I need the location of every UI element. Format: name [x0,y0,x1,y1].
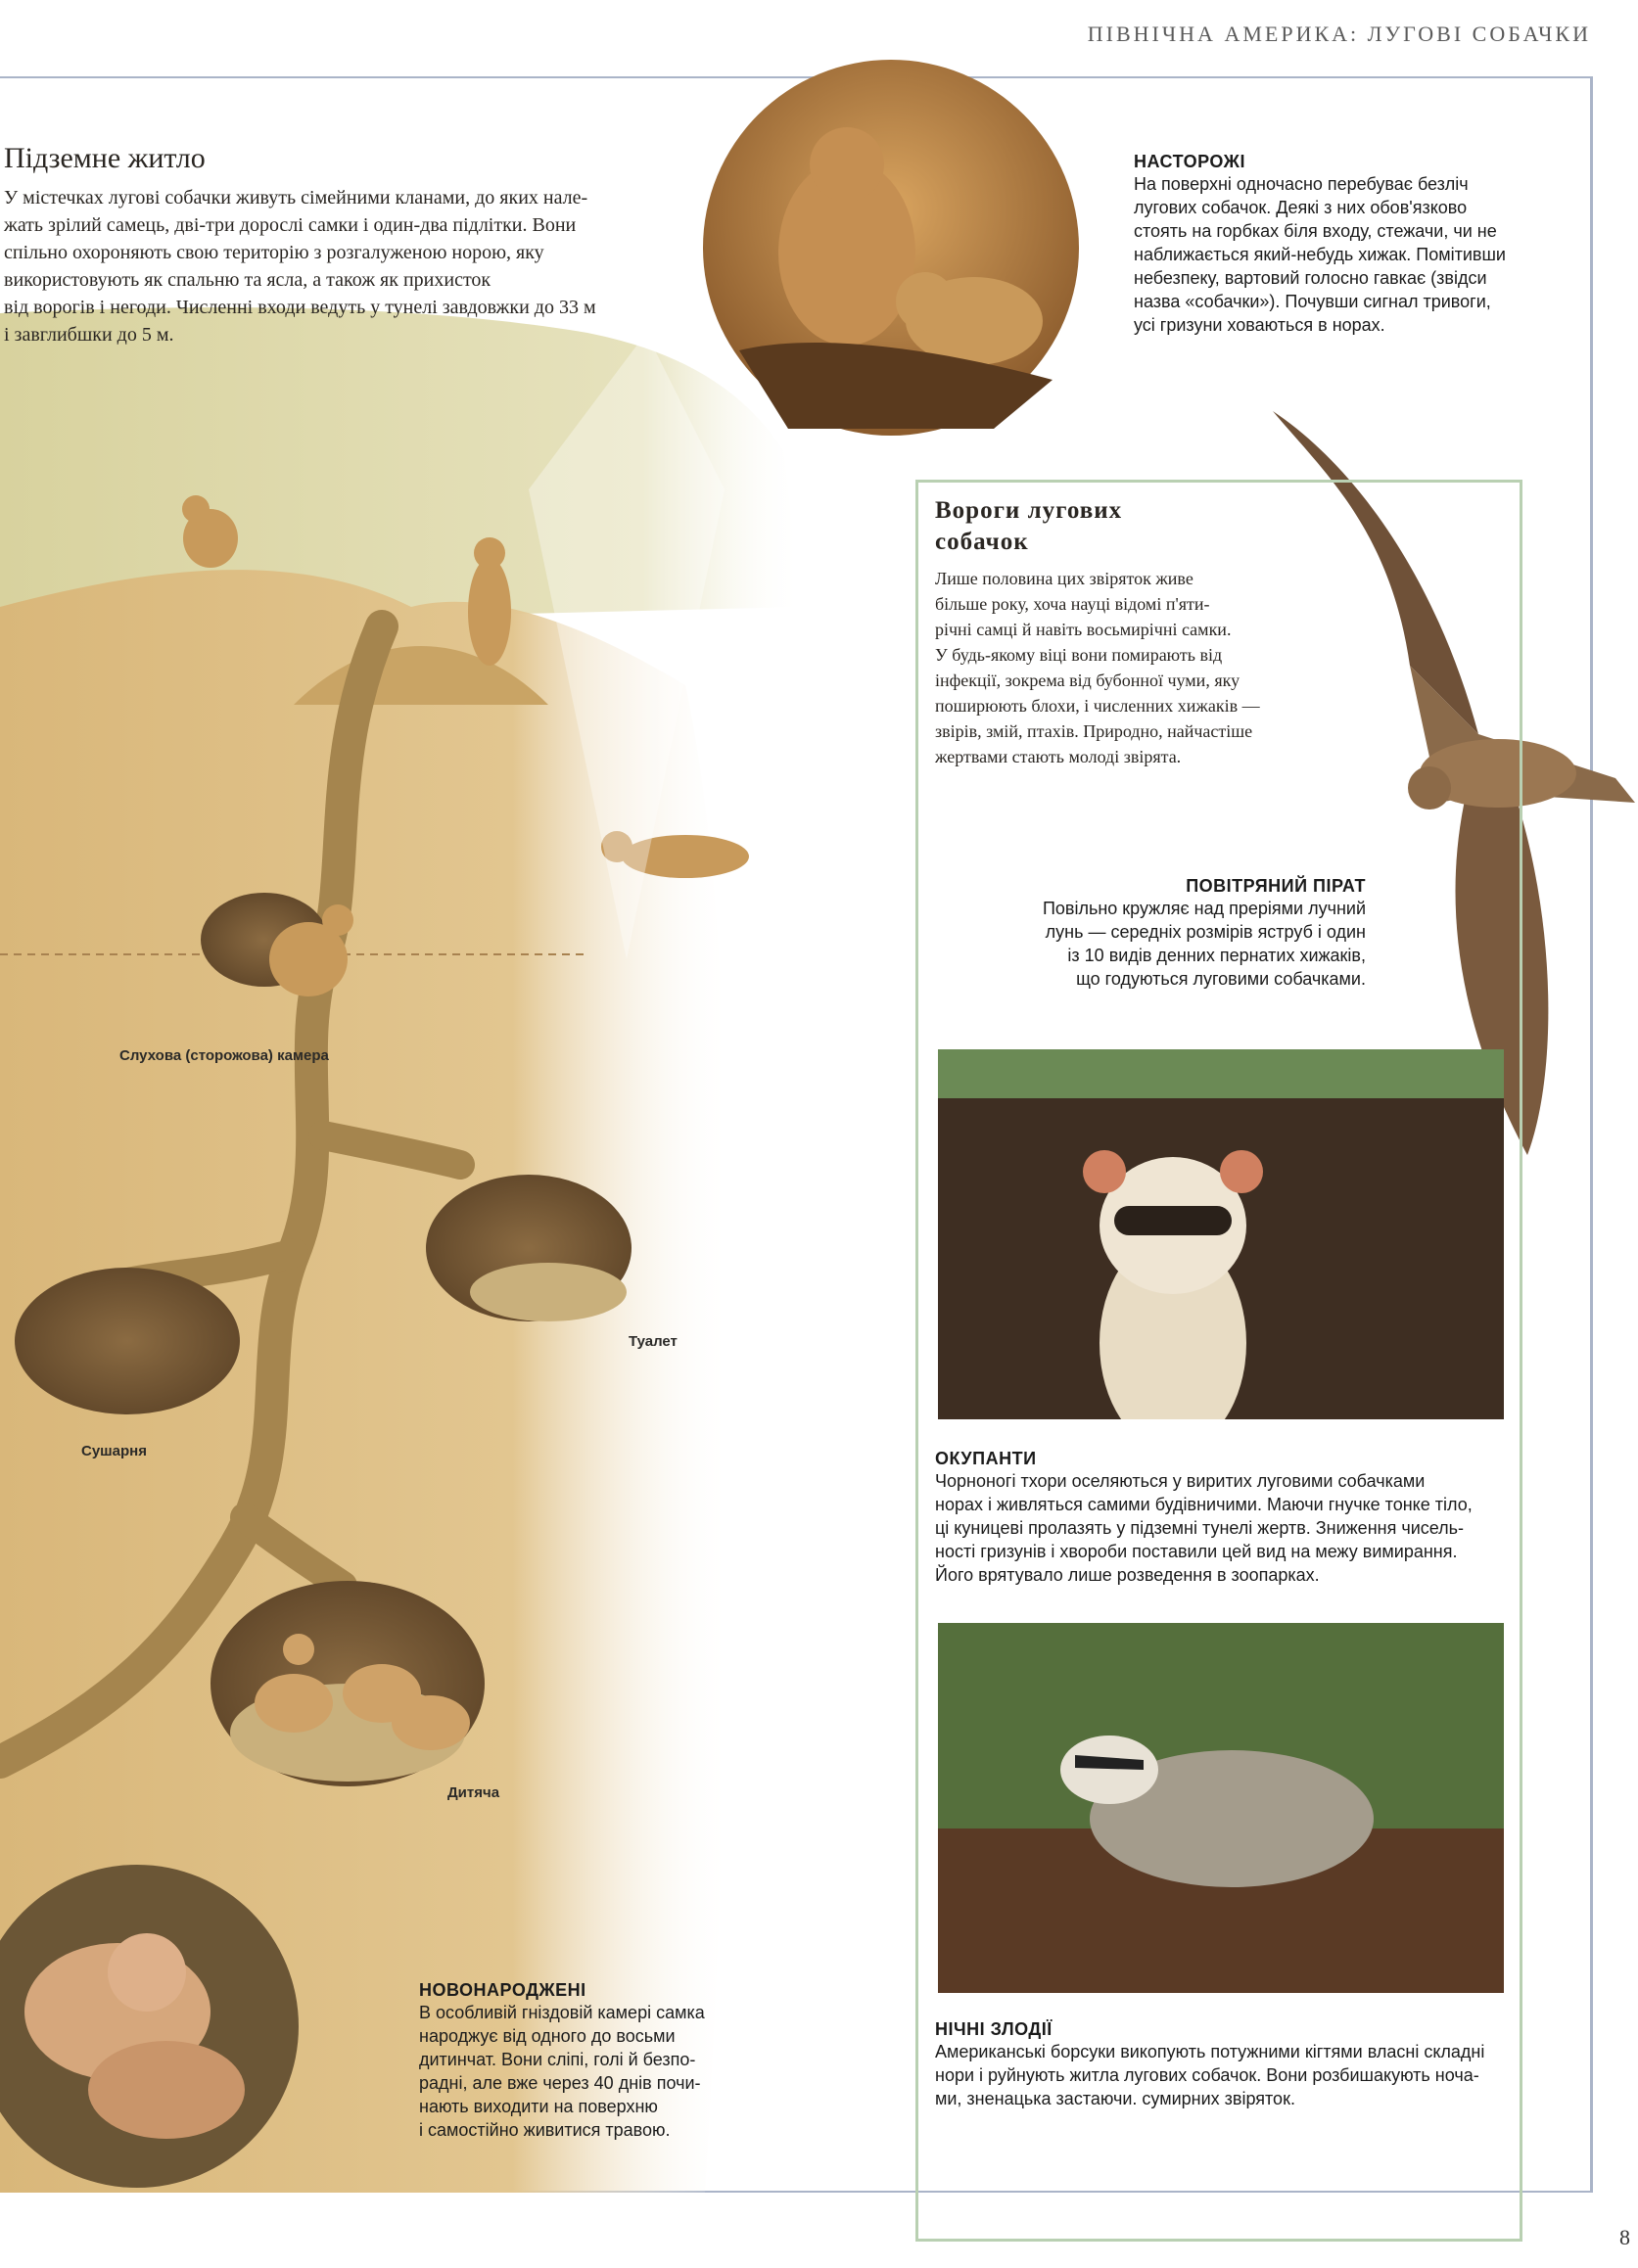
enemies-line: річні самці й навіть восьмирічні самки. [935,620,1232,639]
alert-line: усі гризуни ховаються в норах. [1134,315,1385,335]
occupants-line: Його врятувало лише розведення в зоопарках. [935,1565,1320,1585]
thieves-caption [935,2019,1513,2110]
running-header: ПІВНІЧНА АМЕРИКА: ЛУГОВІ СОБАЧКИ [1087,22,1591,46]
enemies-title-line1: Вороги лугових [935,497,1123,524]
newborns-line: і самостійно живитися травою. [419,2120,671,2140]
alert-line: небезпеку, вартовий голосно гавкає (звідси [1134,268,1487,288]
enemies-line: Лише половина цих звіряток живе [935,569,1193,588]
enemies-line: поширюють блохи, і численних хижаків — [935,696,1260,716]
thieves-line: ми, зненацька застаючи. сумирних звіряток. [935,2089,1295,2108]
burrow-text-line: використовують як спальню та ясла, а також як прихисток [4,269,491,291]
occupants-line: Чорноногі тхори оселяються у виритих луговими собачками [935,1471,1426,1491]
occupants-line: ці куницеві пролазять у підземні тунелі жертв. Зниження чисель- [935,1518,1465,1538]
enemies-line: інфекції, зокрема від бубонної чуми, яку [935,671,1240,690]
pirate-line: лунь — середніх розмірів яструб і один [1045,922,1366,942]
alert-photo [700,57,1082,439]
dryer-chamber [15,1268,240,1414]
burrow-text-line: жать зрілий самець, дві-три дорослі самки і один-два підлітки. Вони [4,214,577,236]
label-dryer: Сушарня [81,1443,147,1459]
occupants-line: норах і живляться самими будівничими. Маючи гнучке тонке тіло, [935,1495,1473,1514]
burrow-text [4,184,670,348]
badger-photo [938,1623,1504,1993]
enemies-line: жертвами стають молоді звірята. [935,747,1182,766]
occupants-line: ності гризунів і хвороби поставили цей вид на межу вимирання. [935,1542,1458,1561]
alert-line: лугових собачок. Деякі з них обов'язково [1134,198,1468,217]
newborns-line: нають виходити на поверхню [419,2097,658,2116]
pirate-line: що годуються луговими собачками. [1076,969,1366,989]
alert-title: НАСТОРОЖІ [1134,152,1245,171]
pirate-line: Повільно кружляє над преріями лучний [1042,899,1366,918]
alert-caption [1134,152,1555,337]
label-toilet: Туалет [629,1333,678,1350]
newborns-caption [419,1980,742,2142]
thieves-line: нори і руйнують житла лугових собачок. Вони розбишакують ноча- [935,2065,1479,2085]
thieves-line: Американські борсуки викопують потужними кігтями власні складні [935,2042,1485,2061]
alert-line: стоять на горбках біля входу, стежачи, чи не [1134,221,1497,241]
burrow-text-line: спільно охороняють свою територію з розгалуженою норою, яку [4,242,544,263]
newborns-line: дитинчат. Вони сліпі, голі й безпо- [419,2050,696,2069]
burrow-text-line: від ворогів і негоди. Численні входи ведуть у тунелі завдовжки до 33 м [4,297,596,318]
page-number: 8 [1619,2225,1630,2249]
label-nursery: Дитяча [447,1784,500,1801]
newborns-line: радні, але вже через 40 днів почи- [419,2073,701,2093]
alert-line: назва «собачки»). Почувши сигнал тривоги, [1134,292,1491,311]
enemies-line: звірів, змій, птахів. Природно, найчастіше [935,721,1253,741]
pirate-line: із 10 видів денних пернатих хижаків, [1067,946,1366,965]
occupants-caption [935,1449,1513,1587]
burrow-title: Підземне житло [4,142,206,174]
pirate-caption [1008,876,1366,991]
alert-line: наближається який-небудь хижак. Помітивши [1134,245,1506,264]
newborns-title: НОВОНАРОДЖЕНІ [419,1980,586,2000]
label-listening-chamber: Слухова (сторожова) камера [119,1047,329,1064]
newborns-line: народжує від одного до восьми [419,2026,676,2046]
enemies-line: більше року, хоча науці відомі п'яти- [935,594,1210,614]
thieves-title: НІЧНІ ЗЛОДІЇ [935,2019,1053,2039]
pirate-title: ПОВІТРЯНИЙ ПІРАТ [1186,876,1366,896]
alert-line: На поверхні одночасно перебуває безліч [1134,174,1469,194]
occupants-title: ОКУПАНТИ [935,1449,1037,1468]
ferret-photo [938,1049,1504,1419]
burrow-text-line: і завглибшки до 5 м. [4,324,174,346]
enemies-section [935,497,1327,769]
newborns-line: В особливій гніздовій камері самка [419,2003,705,2022]
newborns-photo [0,1865,323,2188]
burrow-text-line: У містечках лугові собачки живуть сімейними кланами, до яких нале- [4,187,588,208]
enemies-title-line2: собачок [935,529,1029,555]
enemies-line: У будь-якому віці вони помирають від [935,645,1223,665]
prairie-dog-standing [468,537,511,666]
